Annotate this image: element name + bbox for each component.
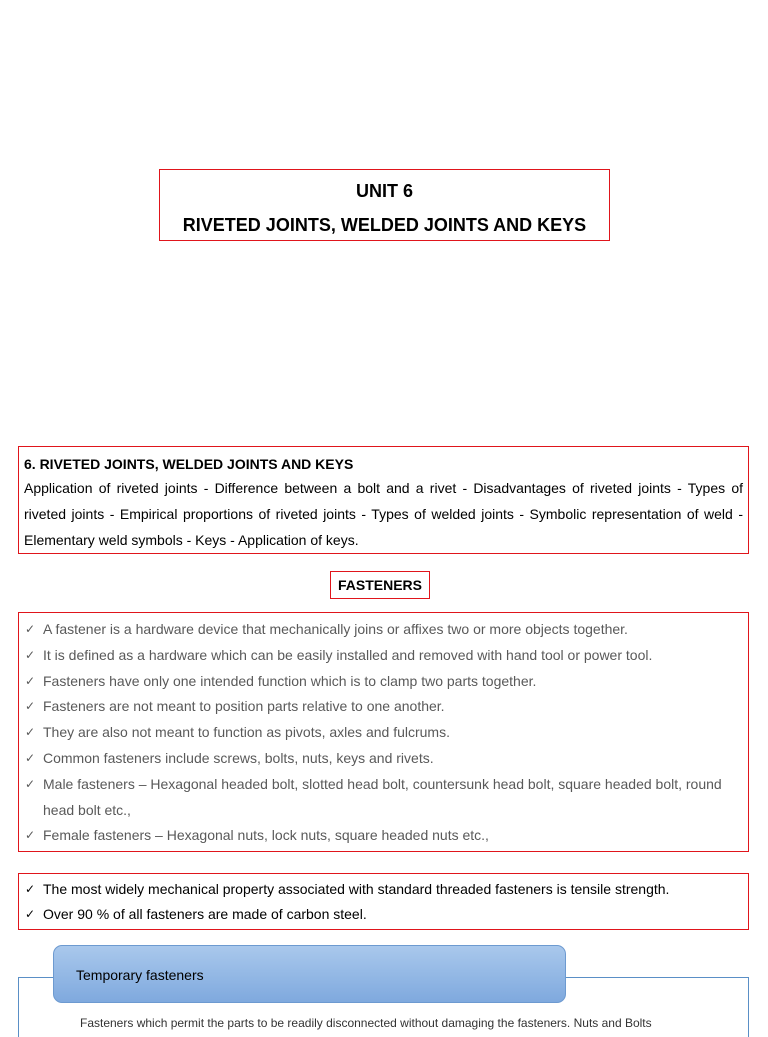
list-item	[25, 694, 742, 720]
temporary-fasteners-partial-text: Fasteners which permit the parts to be readily disconnected without damaging the fasteners. Nuts and Bolts	[80, 1016, 652, 1030]
syllabus-heading: 6. RIVETED JOINTS, WELDED JOINTS AND KEYS	[24, 456, 354, 472]
unit-title-box	[159, 169, 610, 241]
list-item-text: It is defined as a hardware which can be easily installed and removed with hand tool or power tool.	[43, 646, 653, 663]
syllabus-text: Application of riveted joints - Difference between a bolt and a rivet - Disadvantages of riveted joints - Types of riveted joints - Empirical proportions of riveted joints - Types of welded joints - Symbolic representation of weld - Elementary weld symbols - Keys - Application of keys.	[24, 480, 743, 548]
checkmark-icon: ✓	[25, 828, 36, 843]
syllabus-box	[18, 446, 749, 554]
list-item-text: Common fasteners include screws, bolts, nuts, keys and rivets.	[43, 749, 434, 766]
checkmark-icon: ✓	[25, 776, 36, 791]
unit-subject: RIVETED JOINTS, WELDED JOINTS AND KEYS	[182, 215, 587, 235]
temporary-fasteners-label: Temporary fasteners	[76, 967, 204, 983]
list-item-text: Female fasteners – Hexagonal nuts, lock nuts, square headed nuts etc.,	[43, 827, 489, 844]
checkmark-icon: ✓	[25, 882, 36, 896]
list-item	[25, 746, 742, 772]
list-item	[25, 720, 742, 746]
list-item-text: Over 90 % of all fasteners are made of carbon steel.	[43, 906, 367, 922]
fastener-facts-box	[18, 612, 749, 852]
checkmark-icon: ✓	[25, 907, 36, 921]
list-item	[25, 772, 742, 824]
list-item	[25, 902, 742, 927]
list-item-text: Fasteners have only one intended function which is to clamp two parts together.	[43, 672, 537, 689]
temporary-fasteners-tab	[53, 945, 566, 1003]
checkmark-icon: ✓	[25, 673, 36, 688]
checkmark-icon: ✓	[25, 699, 36, 714]
list-item-text: Fasteners are not meant to position parts relative to one another.	[43, 698, 445, 715]
checkmark-icon: ✓	[25, 647, 36, 662]
checkmark-icon: ✓	[25, 750, 36, 765]
key-facts-list	[25, 877, 742, 927]
list-item-text: They are also not meant to function as pivots, axles and fulcrums.	[43, 724, 450, 741]
list-item-text: A fastener is a hardware device that mechanically joins or affixes two or more objects together.	[43, 621, 628, 637]
unit-number: UNIT 6	[355, 181, 413, 201]
checkmark-icon: ✓	[25, 622, 36, 636]
list-item	[25, 823, 742, 849]
list-item	[25, 669, 742, 695]
list-item	[25, 877, 742, 902]
list-item	[25, 617, 742, 643]
fastener-facts-list	[25, 617, 742, 849]
list-item-text: Male fasteners – Hexagonal headed bolt, slotted head bolt, countersunk head bolt, square headed bolt, round head bolt etc.,	[43, 775, 722, 818]
list-item	[25, 643, 742, 669]
key-facts-box	[18, 873, 749, 930]
list-item-text: The most widely mechanical property associated with standard threaded fasteners is tensile strength.	[43, 881, 670, 897]
checkmark-icon: ✓	[25, 725, 36, 740]
fasteners-heading: FASTENERS	[330, 571, 430, 599]
